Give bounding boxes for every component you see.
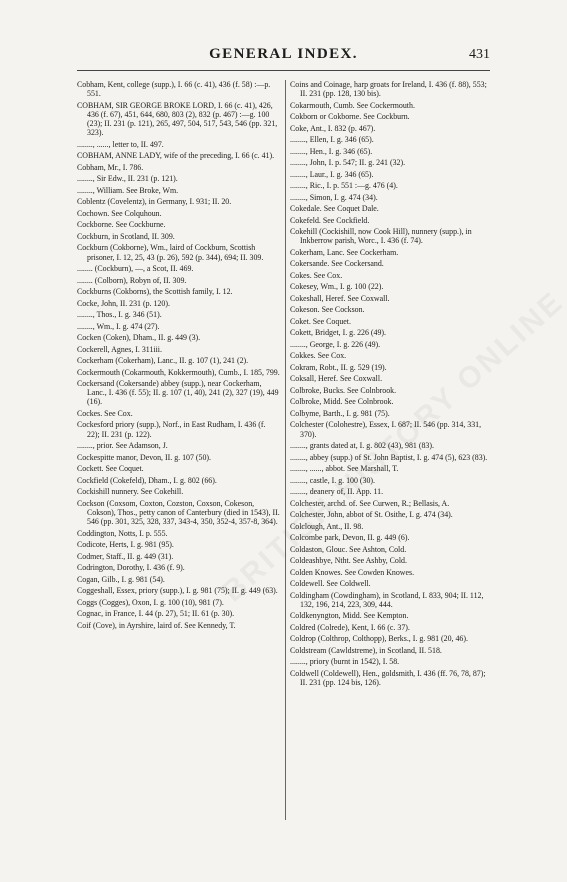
index-entry: Cokesey, Wm., I. g. 100 (22). (290, 282, 384, 292)
index-entry: Cokefeld. See Cockfield. (290, 215, 370, 225)
index-entry: Coggs (Cogges), Oxon, I. g. 100 (10), 981 (7). (77, 597, 224, 607)
index-column-left (77, 80, 280, 632)
index-entry: Codicote, Herts, I. g. 981 (95). (77, 540, 174, 550)
index-entry: Cockersand (Cokersande) abbey (supp.), near Cockerham, Lanc., I. 436 (f. 55); II. g. 107 (1, 40), 241 (2), 327 (19), 449 (16). (77, 379, 279, 407)
index-entry: Cokett, Bridget, I. g. 226 (49). (290, 328, 386, 338)
index-entry: ........ (Cockburn), —, a Scot, II. 469. (77, 264, 194, 274)
index-entry: Cokedale. See Coquet Dale. (290, 204, 379, 214)
index-entry: Cocke, John, II. 231 (p. 120). (77, 298, 170, 308)
index-entry: Coket. See Coquet. (290, 316, 351, 326)
index-entry: Cobham, Mr., I. 786. (77, 162, 144, 172)
index-entry: Cokborn or Cokborne. See Cockburn. (290, 112, 410, 122)
index-entry: Cokeshall, Heref. See Coxwall. (290, 293, 390, 303)
index-entry: Coldaston, Glouc. See Ashton, Cold. (290, 544, 407, 554)
index-entry: COBHAM, ANNE LADY, wife of the preceding, I. 66 (c. 41). (77, 151, 275, 161)
index-entry: Coblentz (Covelentz), in Germany, I. 931; II. 20. (77, 197, 232, 207)
index-entry: ........, Thos., I. g. 346 (51). (77, 310, 162, 320)
index-entry: ........, prior. See Adamson, J. (77, 441, 168, 451)
index-entry: Cockburns (Cokborns), the Scottish family, I. 12. (77, 287, 233, 297)
index-entry: Cockson (Coxsom, Coxton, Cozston, Coxson, Cokeson, Cokson), Thos., petty canon of Canterbury (died in 1543), II. 546 (pp. 301, 325, 328, 337, 343-4, 350, 352-4, 357-8, 364). (77, 498, 280, 527)
index-entry: Cokerham, Lanc. See Cockerham. (290, 247, 399, 257)
index-entry: Cobham, Kent, college (supp.), I. 66 (c. 41), 436 (f. 58) :—p. 551. (77, 80, 271, 99)
index-entry: Colchester, archd. of. See Curwen, R.; Bellasis, A. (290, 498, 450, 508)
index-entry: Cokarmouth, Cumb. See Cockermouth. (290, 100, 415, 110)
index-entry: Cockfield (Cokefeld), Dham., I. g. 802 (66). (77, 475, 217, 485)
index-entry: Colchester (Colohestre), Essex, I. 687; II. 546 (pp. 314, 331, 370). (290, 420, 482, 439)
index-entry: Coke, Ant., I. 832 (p. 467). (290, 123, 376, 133)
index-entry: Coldeashbye, Ntht. See Ashby, Cold. (290, 556, 407, 566)
index-entry: ........, castle, I. g. 100 (30). (290, 475, 376, 485)
index-entry: ........, Ric., I. p. 551 :—g. 476 (4). (290, 181, 398, 191)
index-entry: Cockburn (Cokborne), Wm., laird of Cockburn, Scottish prisoner, I. 12, 25, 43 (p. 26), 592 (p. 344), 694; II. 309. (77, 243, 264, 262)
page-title: GENERAL INDEX. (209, 46, 358, 62)
index-entry: Coksall, Heref. See Coxwall. (290, 374, 383, 384)
index-entry: ........, priory (burnt in 1542), I. 58. (290, 657, 400, 667)
index-entry: Cockett. See Coquet. (77, 464, 144, 474)
index-entry: ........, Laur., I. g. 346 (65). (290, 169, 374, 179)
index-entry: Coldwell (Coldewell), Hen., goldsmith, I. 436 (ff. 76, 78, 87); II. 231 (pp. 124 bis, 126). (290, 668, 486, 688)
index-entry: ........ (Colborn), Robyn of, II. 309. (77, 275, 187, 285)
index-entry: Coldstream (Cawldstreme), in Scotland, II. 518. (290, 645, 442, 655)
index-entry: Cocken (Coken), Dham., II. g. 449 (3). (77, 333, 201, 343)
index-entry: Coldewell. See Coldwell. (290, 579, 371, 589)
index-entry: Cockerell, Agnes, I. 311iii. (77, 344, 162, 354)
index-entry: Colbroke, Midd. See Colnbrook. (290, 397, 394, 407)
page-number: 431 (469, 47, 490, 62)
index-entry: Cokram, Robt., II. g. 529 (19). (290, 362, 387, 372)
index-entry: Cokeson. See Cockson. (290, 305, 365, 315)
index-entry: Cockerham (Cokerham), Lanc., II. g. 107 (1), 241 (2). (77, 356, 249, 366)
index-entry: ........, William. See Broke, Wm. (77, 185, 179, 195)
index-entry: ........, John, I. p. 547; II. g. 241 (32). (290, 158, 406, 168)
index-entry: Colcombe park, Devon, II. g. 449 (6). (290, 533, 410, 543)
index-entry: Coins and Coinage, harp groats for Ireland, I. 436 (f. 88), 553; II. 231 (pp. 128, 130 bis). (290, 80, 487, 99)
index-entry: Coldkenyngton, Midd. See Kempton. (290, 611, 409, 621)
index-entry: ........, George, I. g. 226 (49). (290, 339, 381, 349)
index-entry: Colbroke, Bucks. See Colnbrook. (290, 385, 397, 395)
index-entry: Cochown. See Colquhoun. (77, 208, 162, 218)
index-entry: ........, Ellen, I. g. 346 (65). (290, 135, 374, 145)
index-entry: Colbyme, Barth., I. g. 981 (75). (290, 408, 390, 418)
index-entry: Coldred (Colrede), Kent, I. 66 (c. 37). (290, 622, 410, 632)
page-header (0, 46, 567, 68)
index-entry: ........, Wm., I. g. 474 (27). (77, 321, 160, 331)
index-entry: Colden Knowes. See Cowden Knowes. (290, 567, 415, 577)
index-entry: ........, abbey (supp.) of St. John Baptist, I. g. 474 (5), 623 (83). (290, 452, 488, 462)
index-entry: ........, Sir Edw., II. 231 (p. 121). (77, 174, 178, 184)
index-entry: Cokkes. See Cox. (290, 351, 347, 361)
header-rule (77, 70, 490, 71)
index-column-right (290, 80, 493, 690)
index-entry: Coldingham (Cowdingham), in Scotland, I. 833, 904; II. 112, 132, 196, 214, 223, 309, 444. (290, 590, 484, 609)
index-entry: Cockes. See Cox. (77, 408, 133, 418)
index-entry: Cognac, in France, I. 44 (p. 27), 51; II. 61 (p. 30). (77, 609, 235, 619)
index-entry: ........, Simon, I. g. 474 (34). (290, 192, 378, 202)
index-entry: Cokes. See Cox. (290, 270, 343, 280)
index-entry: Colchester, John, abbot of St. Osithe, I. g. 474 (34). (290, 510, 453, 520)
index-entry: Cockishill nunnery. See Cokehill. (77, 487, 184, 497)
index-entry: COBHAM, SIR GEORGE BROKE LORD, I. 66 (c. 41), 426, 436 (f. 67), 451, 644, 680, 803 (2), 832 (p. 467) :—g. 100 (23); II. 231 (p. 121), 265, 497, 504, 517, 543, 546 (pp. 321, 323). (77, 100, 278, 138)
index-entry: Cockermouth (Cokarmouth, Kokkermouth), Cumb., I. 185, 799. (77, 367, 280, 377)
index-entry: Codmer, Staff., II. g. 449 (31). (77, 551, 174, 561)
index-entry: ........, Hen., I. g. 346 (65). (290, 146, 373, 156)
index-entry: Cockespitte manor, Devon, II. g. 107 (50). (77, 452, 212, 462)
index-entry: ........, grants dated at, I. g. 802 (43), 981 (83). (290, 441, 434, 451)
index-entry: Coif (Cove), in Ayrshire, laird of. See Kennedy, T. (77, 620, 236, 630)
index-entry: Cokersande. See Cockersand. (290, 259, 384, 269)
index-entry: Cogan, Gilb., I. g. 981 (54). (77, 574, 165, 584)
index-entry: ........, ......, letter to, II. 497. (77, 139, 164, 149)
index-entry: Coggeshall, Essex, priory (supp.), I. g. 981 (75); II. g. 449 (63). (77, 586, 278, 596)
index-entry: Cockborne. See Cockburne. (77, 220, 166, 230)
column-divider (285, 80, 286, 820)
index-entry: Colclough, Ant., II. 98. (290, 521, 364, 531)
index-entry: Codrington, Dorothy, I. 436 (f. 9). (77, 563, 185, 573)
index-entry: Cockesford priory (supp.), Norf., in East Rudham, I. 436 (f. 22); II. 231 (p. 122). (77, 420, 266, 439)
index-entry: ........, deanery of, II. App. 11. (290, 487, 384, 497)
index-entry: Coldrop (Colthrop, Colthopp), Berks., I. g. 981 (20, 46). (290, 634, 468, 644)
index-entry: Coddington, Notts, I. p. 555. (77, 528, 168, 538)
index-entry: Cokehill (Cockishill, now Cook Hill), nunnery (supp.), in Inkberrow parish, Worc., I. 436 (f. 74). (290, 227, 472, 246)
index-entry: Cockburn, in Scotland, II. 309. (77, 231, 175, 241)
index-entry: ........, ......, abbot. See Marshall, T. (290, 464, 399, 474)
